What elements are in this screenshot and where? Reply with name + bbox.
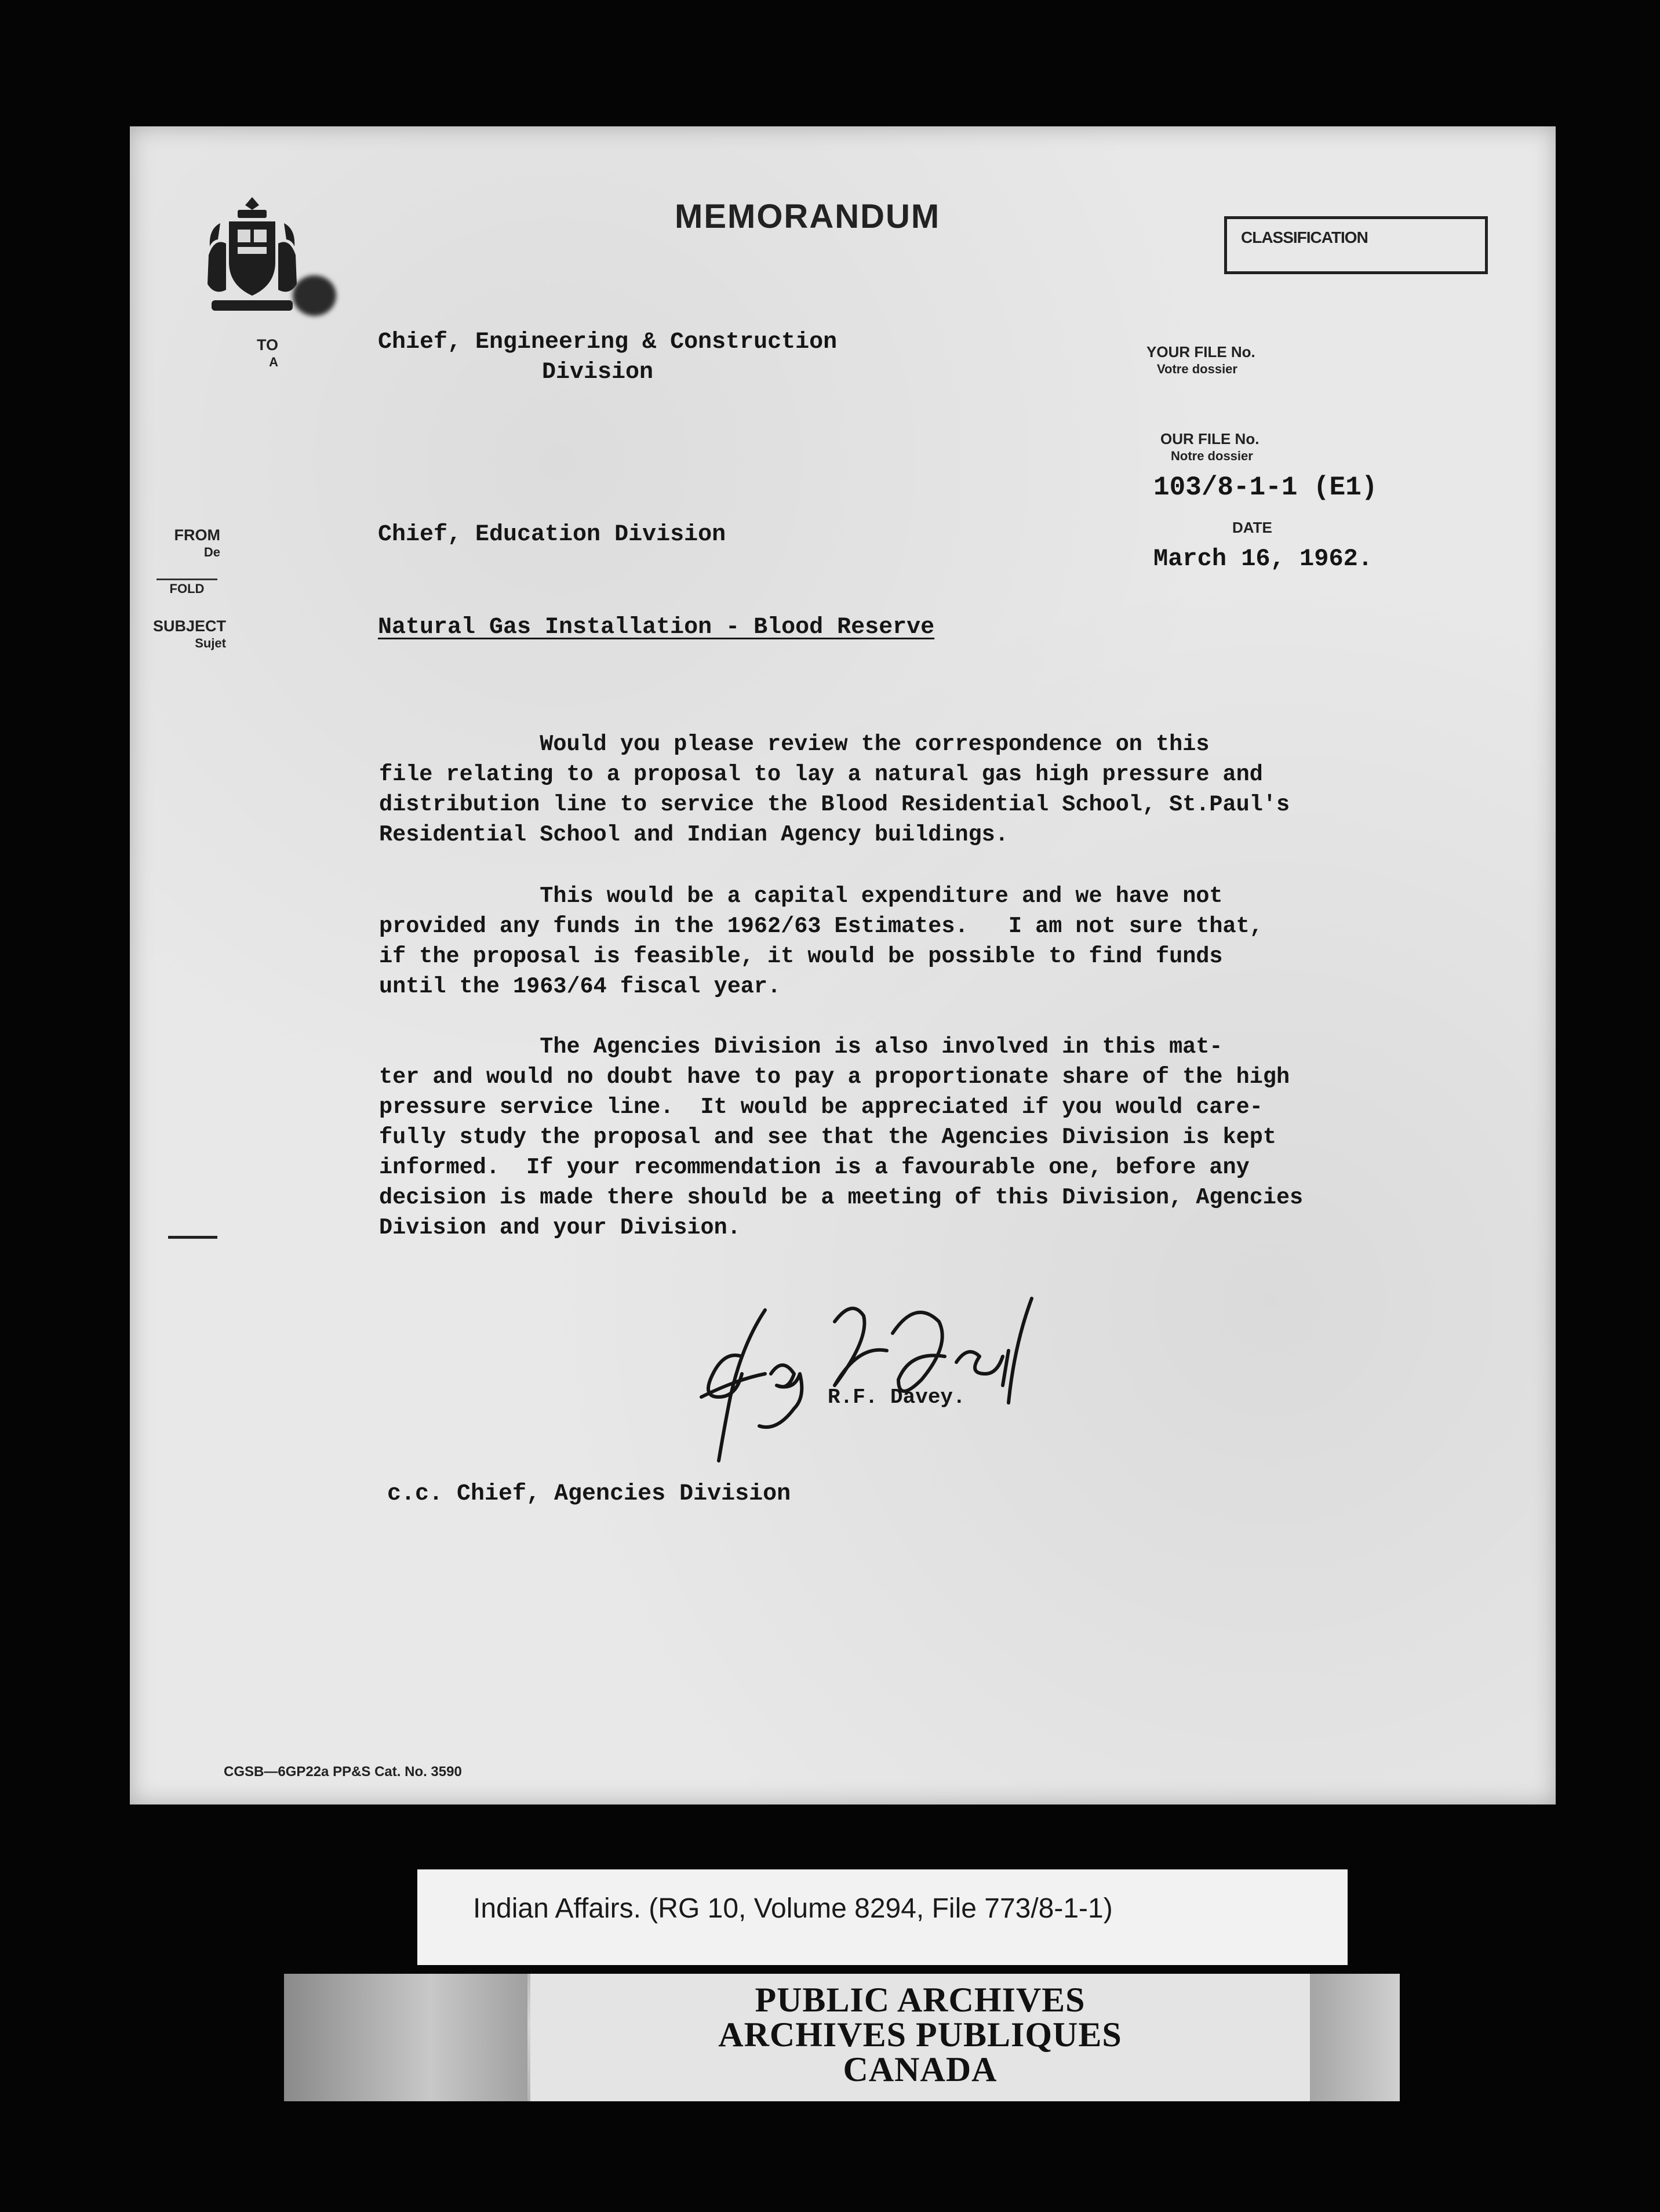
handwritten-signature [684, 1287, 1090, 1478]
from-sender: Chief, Education Division [378, 522, 726, 548]
our-file-number: 103/8-1-1 (E1) [1153, 472, 1378, 503]
stamp-line-2: ARCHIVES PUBLIQUES [718, 2015, 1122, 2054]
body-paragraph-3: The Agencies Division is also involved in this mat- ter and would no doubt have to pay a proportionate share of the high pressure service line. It would be appreciated if you would care- fully study the proposal and see that the Agencies Division is kept informed. If your recommendation is a favourable one, before any decision is made there should be a meeting of this Division, Agencies Division and your Division. [379, 1034, 1304, 1240]
archive-reference: Indian Affairs. (RG 10, Volume 8294, File 773/8-1-1) [473, 1893, 1113, 1924]
fold-mark: FOLD [156, 579, 217, 596]
archive-stamp [530, 1982, 1310, 2087]
your-file-label: YOUR FILE No. [1146, 343, 1255, 361]
classification-box [1224, 216, 1488, 274]
carbon-copy-line: c.c. Chief, Agencies Division [387, 1481, 791, 1507]
stamp-edge-right [1310, 1974, 1400, 2101]
to-label: TO A [197, 336, 278, 371]
from-label-fr: De [203, 545, 220, 559]
body-paragraph-2: This would be a capital expenditure and we have not provided any funds in the 1962/63 Estimates. I am not sure that, if the proposal is feasible, it would be possible to find funds until the 1963/64 fiscal year. [379, 883, 1263, 999]
subject-label-block [145, 617, 226, 652]
stamp-line-1: PUBLIC ARCHIVES [755, 1981, 1086, 2019]
to-recipient-line2: Division [542, 359, 654, 385]
our-file-block [1160, 430, 1259, 465]
classification-label: CLASSIFICATION [1241, 228, 1368, 246]
stamp-line-3: CANADA [843, 2050, 998, 2089]
subject-label: SUBJECT [152, 617, 226, 635]
from-label-text: FROM [174, 526, 220, 544]
to-label-fr: A [269, 355, 278, 369]
margin-rule [168, 1236, 217, 1239]
coat-of-arms-icon [197, 191, 307, 319]
date-label: DATE [1232, 519, 1272, 536]
subject-text: Natural Gas Installation - Blood Reserve [378, 614, 935, 641]
signatory-name: R.F. Davey. [828, 1385, 966, 1409]
from-label-block [139, 526, 220, 561]
our-file-label-fr: Notre dossier [1171, 449, 1253, 463]
to-recipient-line1: Chief, Engineering & Construction [378, 329, 838, 355]
ink-smudge [293, 275, 336, 316]
your-file-label-fr: Votre dossier [1157, 362, 1237, 376]
archive-reference-card [417, 1869, 1348, 1965]
stamp-edge-left [284, 1974, 527, 2101]
form-code: CGSB—6GP22a PP&S Cat. No. 3590 [224, 1764, 462, 1780]
memo-page [130, 126, 1556, 1804]
date-value: March 16, 1962. [1153, 545, 1373, 573]
body-paragraph-1: Would you please review the correspondence on this file relating to a proposal to lay a natural gas high pressure and distribution line to service the Blood Residential School, St.Paul's Residential School and Indian Agency buildings. [379, 732, 1290, 847]
memo-title: MEMORANDUM [675, 198, 941, 235]
your-file-block [1146, 343, 1255, 378]
our-file-label: OUR FILE No. [1160, 430, 1259, 448]
subject-label-fr: Sujet [195, 636, 226, 650]
